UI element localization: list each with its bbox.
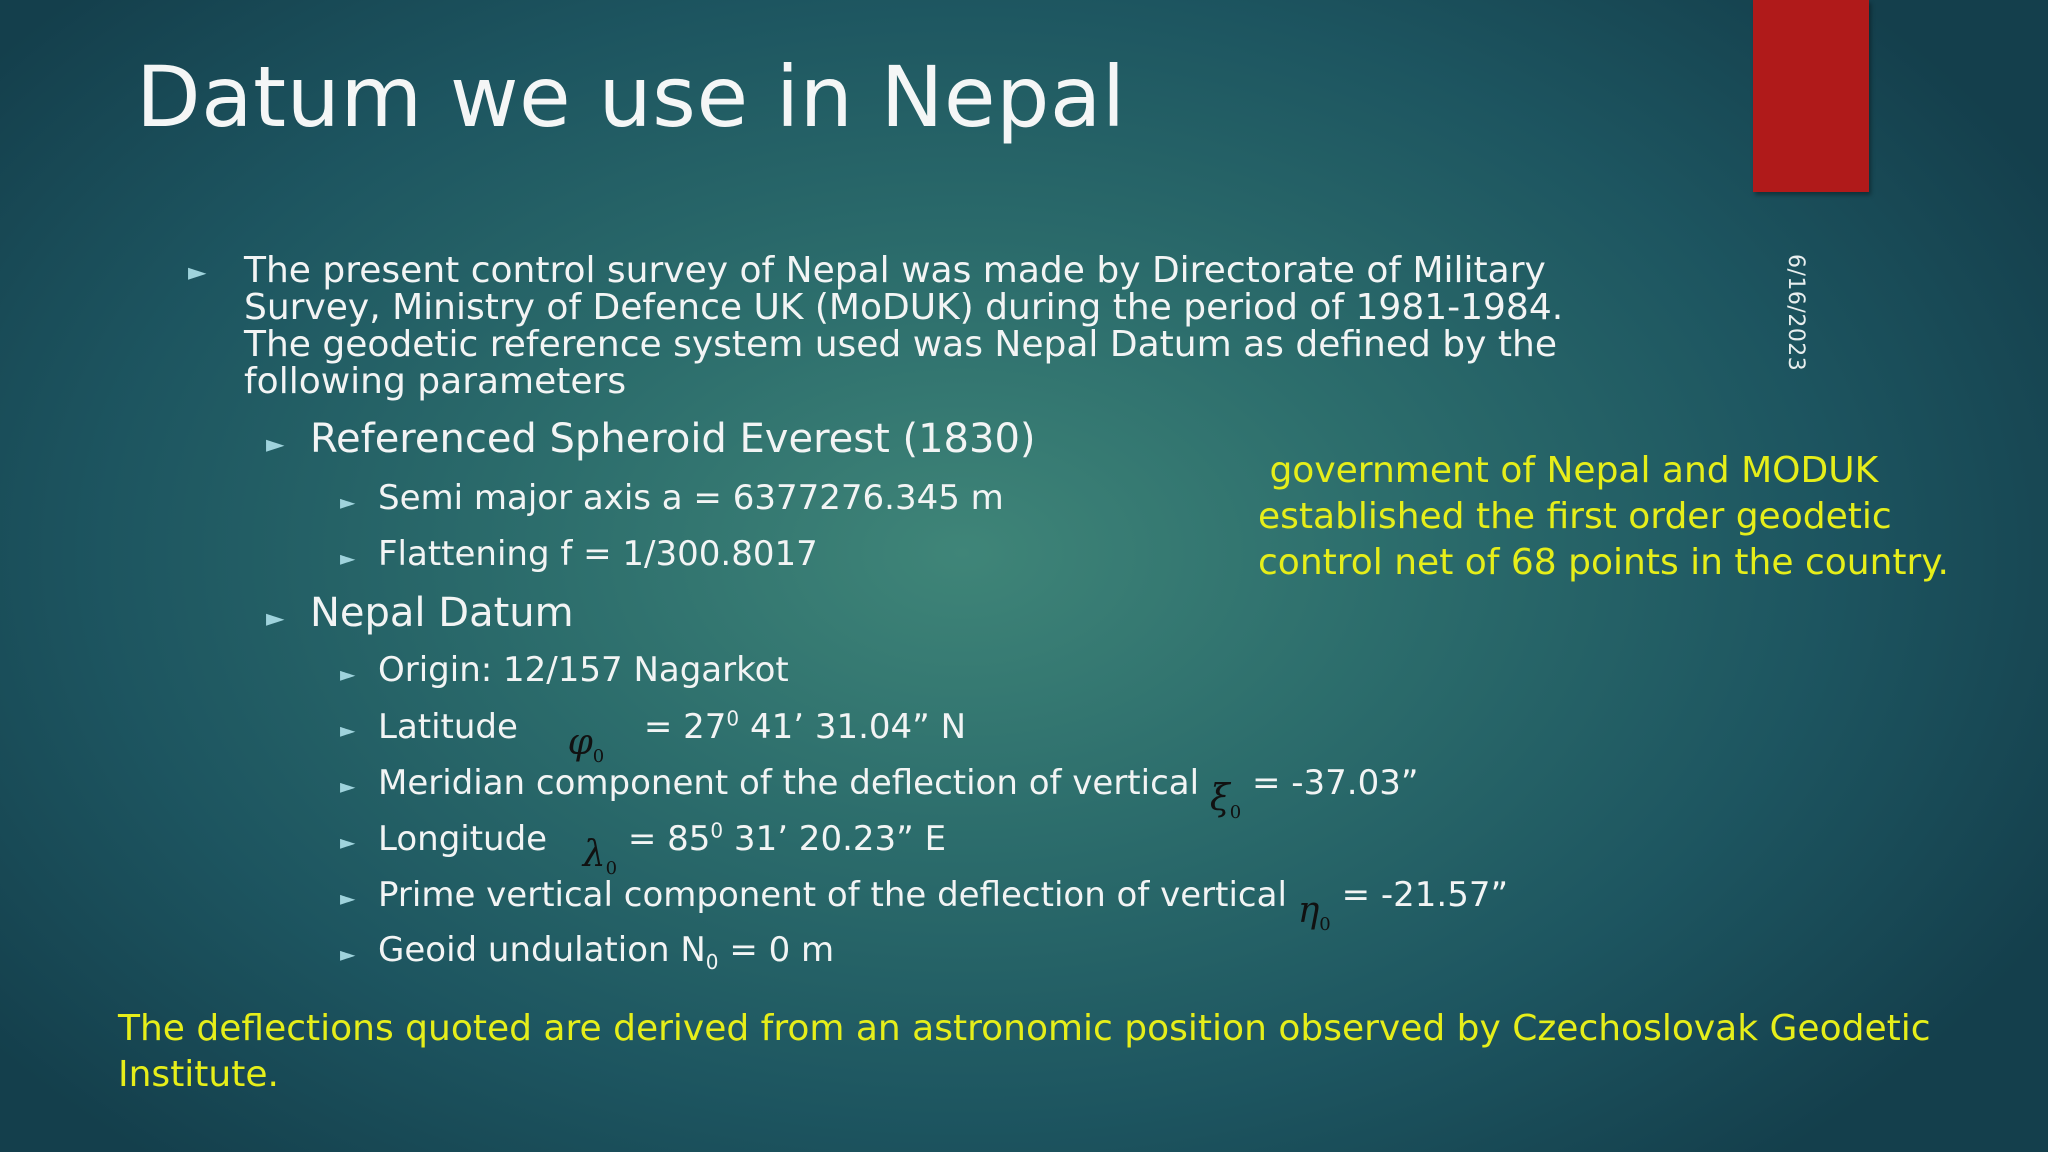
bullet-arrow-icon: ►	[340, 718, 356, 742]
xi-symbol: $\xi_0$	[1209, 778, 1242, 824]
bullet-arrow-icon: ►	[266, 604, 285, 632]
note-deflections-source: The deflections quoted are derived from an astronomic position observed by Czechoslovak Geodetic Institute.	[118, 1008, 1931, 1095]
note-geodetic-control-net: government of Nepal and MODUK established the first order geodetic control net of 68 points in the country.	[1258, 450, 1949, 583]
phi-symbol: $\varphi_0$	[567, 722, 605, 768]
meridian-label: Meridian component of the deflection of vertical	[378, 763, 1200, 803]
bullet-arrow-icon: ►	[340, 546, 356, 570]
bullet-arrow-icon: ►	[340, 490, 356, 514]
prime-vertical-value: = -21.57”	[1341, 875, 1509, 915]
section-heading-spheroid: ► Referenced Spheroid Everest (1830)	[266, 416, 1036, 462]
slide-date: 6/16/2023	[1783, 254, 1808, 372]
bullet-arrow-icon: ►	[340, 774, 356, 798]
bullet-arrow-icon: ►	[340, 942, 356, 966]
list-item-flattening: ► Flattening f = 1/300.8017	[340, 534, 818, 574]
longitude-label: Longitude	[378, 819, 548, 859]
prime-vertical-label: Prime vertical component of the deflection of vertical	[378, 875, 1287, 915]
list-item-latitude	[340, 706, 967, 768]
red-accent-tab	[1753, 0, 1869, 192]
bullet-arrow-icon: ►	[340, 886, 356, 910]
bullet-arrow-icon: ►	[340, 662, 356, 686]
list-item-geoid-undulation: ► Geoid undulation $N_0 = 0$ m	[340, 930, 835, 974]
list-item-prime-vertical-deflection	[340, 874, 1509, 936]
list-item-meridian-deflection	[340, 762, 1419, 824]
intro-text: The present control survey of Nepal was made by Directorate of Military Survey, Ministry of Defence UK (MoDUK) during the period of 1981-1984. The geodetic reference system used was Nepal Datum as defined by the following parameters	[244, 250, 1564, 402]
bullet-arrow-icon: ►	[340, 830, 356, 854]
latitude-label: Latitude	[378, 707, 518, 747]
bullet-arrow-icon: ►	[266, 430, 285, 458]
list-item-semi-major-axis: ► Semi major axis a = 6377276.345 m	[340, 478, 1004, 518]
bullet-arrow-icon: ►	[188, 258, 207, 286]
intro-bullet	[188, 252, 1588, 400]
eta-symbol: $\eta_0$	[1297, 890, 1331, 936]
list-item-origin: ► Origin: 12/157 Nagarkot	[340, 650, 789, 690]
longitude-value: = $85^0$ 31’ 20.23” E	[627, 818, 947, 859]
latitude-value: = $27^0$ 41’ 31.04” N	[643, 706, 967, 747]
lambda-symbol: $\lambda_0$	[582, 834, 618, 880]
section-heading-nepal-datum: ► Nepal Datum	[266, 590, 574, 636]
list-item-longitude	[340, 818, 947, 880]
meridian-value: = -37.03”	[1251, 763, 1419, 803]
slide-title: Datum we use in Nepal	[136, 48, 1126, 146]
